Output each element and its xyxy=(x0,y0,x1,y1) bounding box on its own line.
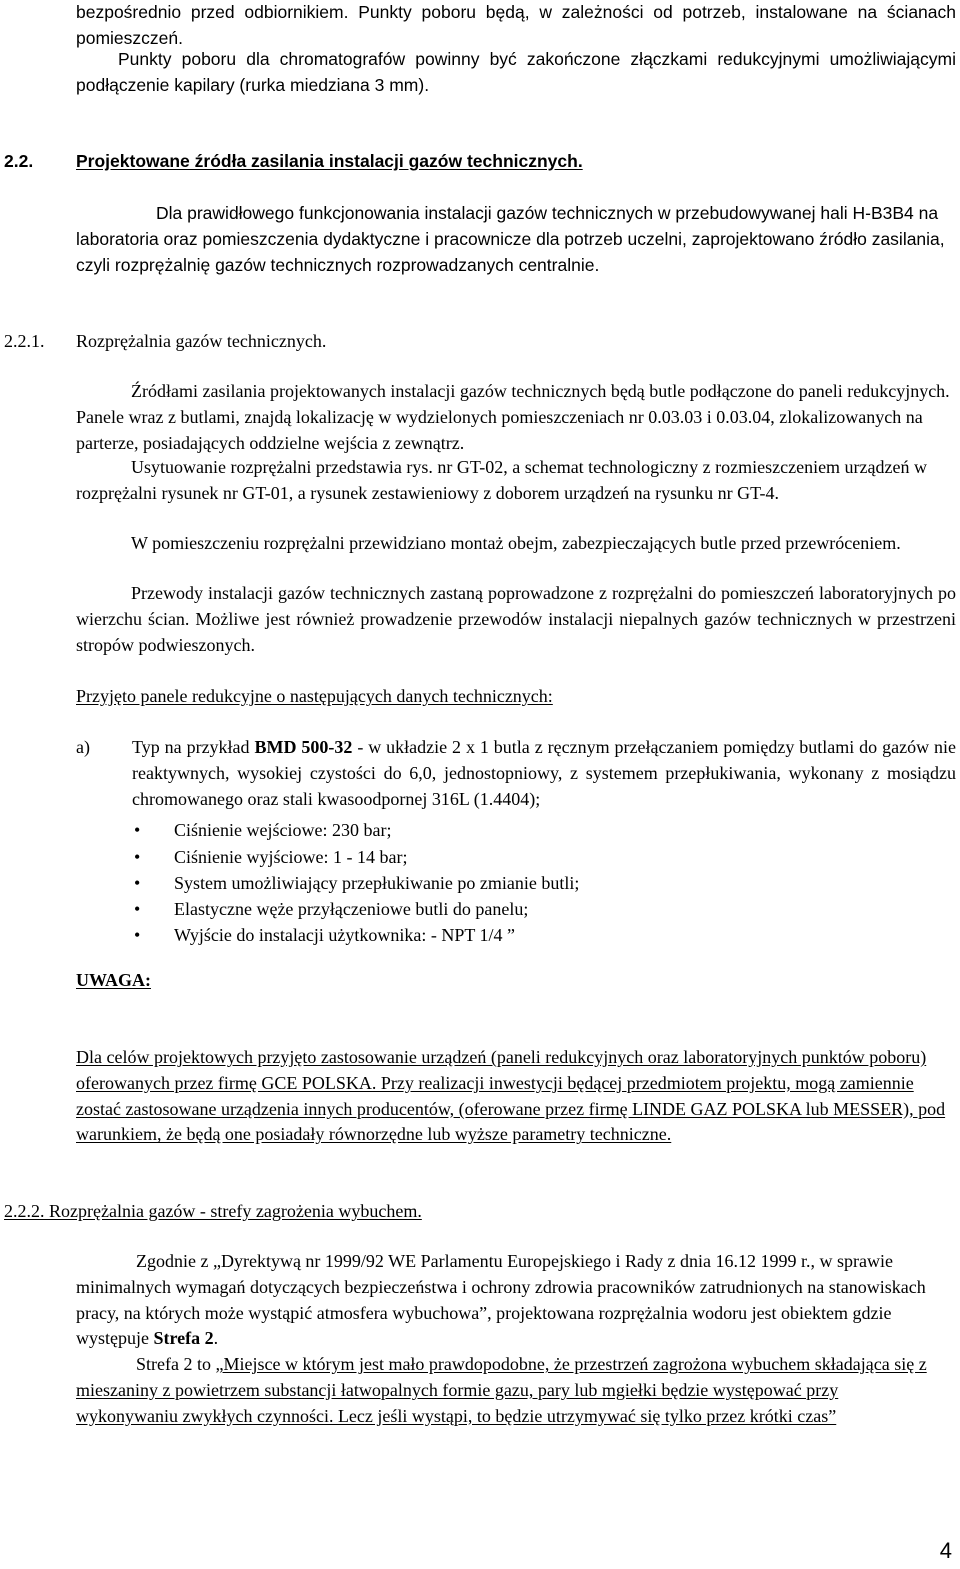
note-label: UWAGA: xyxy=(76,970,151,990)
paragraph-2-lead: Strefa 2 to xyxy=(136,1354,216,1374)
bullet-text: Wyjście do instalacji użytkownika: - NPT 1/4 ” xyxy=(174,925,516,946)
section-2-2-title: Projektowane źródła zasilania instalacji gazów technicznych. xyxy=(76,151,583,171)
section-2-2-1-title: Rozprężalnia gazów technicznych. xyxy=(76,331,327,351)
page-number: 4 xyxy=(939,1538,952,1563)
bullet-icon: • xyxy=(134,820,141,841)
list-item xyxy=(132,923,956,949)
zone-definition-quote: „Miejsce w którym jest mało prawdopodobne, że przestrzeń zagrożona wybuchem składająca się z mieszaniny z powietrzem substancji łatwopalnych formie gazu, pary lub mgiełki będzie występować przy wykonywaniu zwykłych czynności. Lecz jeśli wystąpi, to będzie utrzymywać się tylko przez krótki czas” xyxy=(76,1354,927,1426)
list-item xyxy=(132,871,956,897)
item-a-model: BMD 500-32 xyxy=(254,737,353,757)
list-item xyxy=(132,818,956,844)
bullet-text: Ciśnienie wejściowe: 230 bar; xyxy=(174,820,392,841)
section-2-2-1-paragraph-2: Usytuowanie rozprężalni przedstawia rys. nr GT-02, a schemat technologiczny z rozmieszczeniem urządzeń w rozprężalni rysunek nr GT-01, a rysunek zestawieniowy z doborem urządzeń na rysunku nr GT-4. xyxy=(76,457,928,503)
section-2-2-1-paragraph-1: Źródłami zasilania projektowanych instalacji gazów technicznych będą butle podłączone do paneli redukcyjnych. Panele wraz z butlami, znajdą lokalizację w wydzielonych pomieszczeniach nr 0.03.03 i 0.03.04, zlokalizowanych na parterze, posiadających oddzielne wejścia z zewnątrz. xyxy=(76,381,950,453)
list-item xyxy=(132,897,956,923)
section-2-2-1-paragraph-3: W pomieszczeniu rozprężalni przewidziano montaż obejm, zabezpieczających butle przed przewróceniem. xyxy=(131,533,901,553)
panel-spec-bullets xyxy=(132,818,956,949)
item-a-pre: Typ na przykład xyxy=(132,737,255,757)
panels-heading: Przyjęto panele redukcyjne o następujących danych technicznych: xyxy=(76,686,553,706)
bullet-text: Ciśnienie wyjściowe: 1 - 14 bar; xyxy=(174,846,408,867)
intro-paragraph-2: Punkty poboru dla chromatografów powinny być zakończone złączkami redukcyjnymi umożliwiającymi podłączenie kapilary (rurka miedziana 3 mm). xyxy=(76,49,956,95)
note-text: Dla celów projektowych przyjęto zastosowanie urządzeń (paneli redukcyjnych oraz laboratoryjnych punktów poboru) oferowanych przez firmę GCE POLSKA. Przy realizacji inwestycji będącej przedmiotem projektu, mogą zamiennie zostać zastosowane urządzenia innych producentów, (oferowane przez firmę LINDE GAZ POLSKA lub MESSER), pod warunkiem, że będą one posiadały równorzędne lub wyższe parametry techniczne. xyxy=(76,1047,946,1145)
section-2-2-2-heading: 2.2.2. Rozprężalnia gazów - strefy zagrożenia wybuchem. xyxy=(4,1201,422,1221)
bullet-icon: • xyxy=(134,872,141,893)
section-2-2-number: 2.2. xyxy=(4,151,34,171)
section-2-2-1-number: 2.2.1. xyxy=(4,331,45,351)
intro-paragraph-1: bezpośrednio przed odbiornikiem. Punkty poboru będą, w zależności od potrzeb, instalowane na ścianach pomieszczeń. xyxy=(76,2,956,48)
section-2-2-2-paragraph-2 xyxy=(76,1352,936,1429)
bullet-icon: • xyxy=(134,846,141,867)
paragraph-1-text: Zgodnie z „Dyrektywą nr 1999/92 WE Parlamentu Europejskiego i Rady z dnia 16.12 1999 r., w sprawie minimalnych wymagań dotyczących bezpieczeństwa i ochrony zdrowia pracowników zatrudnionych na stanowiskach pracy, na których może wystąpić atmosfera wybuchowa”, projektowana rozprężalnia wodoru jest obiektem gdzie występuje xyxy=(76,1251,926,1349)
section-2-2-2-paragraph-1 xyxy=(76,1249,956,1352)
section-2-2-body: Dla prawidłowego funkcjonowania instalacji gazów technicznych w przebudowywanej hali H-B3B4 na laboratoria oraz pomieszczenia dydaktyczne i pracownicze dla potrzeb uczelni, zaprojektowano źródło zasilania, czyli rozprężalnię gazów technicznych rozprowadzanych centralnie. xyxy=(76,203,945,275)
panel-spec-item-a xyxy=(76,735,956,949)
bullet-icon: • xyxy=(134,925,141,946)
section-2-2-1-paragraph-4: Przewody instalacji gazów technicznych zastaną poprowadzone z rozprężalni do pomieszczeń laboratoryjnych po wierzchu ścian. Możliwe jest również prowadzenie przewodów instalacji niepalnych gazów technicznych w przestrzeni stropów podwieszonych. xyxy=(76,583,956,655)
bullet-text: System umożliwiający przepłukiwanie po zmianie butli; xyxy=(174,872,580,893)
item-a-text xyxy=(132,735,956,812)
zone-name: Strefa 2 xyxy=(153,1328,214,1349)
bullet-text: Elastyczne węże przyłączeniowe butli do panelu; xyxy=(174,898,529,919)
item-a-post: - w układzie 2 x 1 butla z ręcznym przełączaniem pomiędzy butlami do gazów nie reaktywnych, wysokiej czystości do 6,0, jednostopniowy, z systemem przepłukiwania, wykonany z mosiądzu chromowanego oraz stali kwasoodpornej 316L (1.4404); xyxy=(132,737,956,809)
paragraph-1-end: . xyxy=(213,1328,219,1349)
item-a-label: a) xyxy=(76,737,90,757)
list-item xyxy=(132,845,956,871)
bullet-icon: • xyxy=(134,898,141,919)
